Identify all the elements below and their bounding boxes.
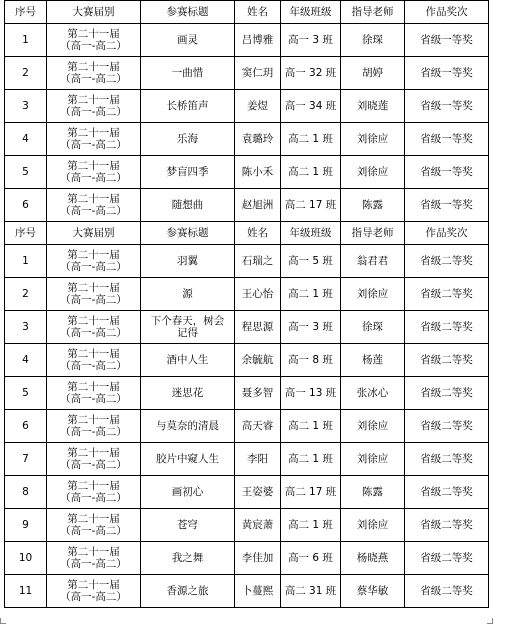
cell-number: 4: [5, 344, 47, 377]
cell-award: 省级二等奖: [405, 575, 489, 608]
table-header-row: [5, 1, 489, 24]
session-grades: （高一-高二）: [60, 360, 127, 372]
cell-teacher: 杨莲: [341, 344, 405, 377]
cell-award: 省级一等奖: [405, 90, 489, 123]
cell-title: [141, 278, 235, 311]
cell-award: 省级二等奖: [405, 542, 489, 575]
table-row: [5, 90, 489, 123]
cell-title: [141, 575, 235, 608]
cell-name: 王姿婆: [235, 476, 281, 509]
table-header-row: [5, 222, 489, 245]
session-grades: （高一-高二）: [60, 139, 127, 151]
cell-session: [47, 156, 141, 189]
table-row: [5, 57, 489, 90]
cell-session: [47, 278, 141, 311]
cell-teacher: 刘徐应: [341, 278, 405, 311]
header-session: 大赛届别: [47, 222, 141, 245]
cell-number: 10: [5, 542, 47, 575]
cell-award: 省级一等奖: [405, 57, 489, 90]
title-line: 下个春天，树会: [150, 315, 225, 327]
cell-session: [47, 476, 141, 509]
page-corner-mark: [487, 618, 493, 624]
table-row: [5, 377, 489, 410]
cell-name: 王心怡: [235, 278, 281, 311]
title-line: 随想曲: [171, 199, 204, 211]
cell-title: [141, 156, 235, 189]
cell-award: 省级一等奖: [405, 24, 489, 57]
session-line: 第二十一届: [67, 414, 120, 426]
cell-award: 省级一等奖: [405, 189, 489, 222]
cell-name: 陈小禾: [235, 156, 281, 189]
session-line: 第二十一届: [67, 513, 120, 525]
cell-name: 程思源: [235, 311, 281, 344]
cell-name: 石瑞之: [235, 245, 281, 278]
cell-name: 聂多智: [235, 377, 281, 410]
title-line: 香源之旅: [166, 585, 209, 597]
table-row: [5, 311, 489, 344]
cell-teacher: 陈露: [341, 476, 405, 509]
header-session: 大赛届别: [47, 1, 141, 24]
cell-teacher: 胡婷: [341, 57, 405, 90]
title-line: 迷思花: [171, 387, 204, 399]
cell-session: [47, 443, 141, 476]
cell-teacher: 杨晓燕: [341, 542, 405, 575]
cell-name: 黄宸萧: [235, 509, 281, 542]
title-line: 记得: [177, 327, 198, 339]
cell-class: 高一 3 班: [281, 24, 341, 57]
cell-title: [141, 123, 235, 156]
cell-title: [141, 509, 235, 542]
cell-title: [141, 344, 235, 377]
session-grades: （高一-高二）: [60, 459, 127, 471]
cell-session: [47, 410, 141, 443]
title-line: 乐海: [177, 133, 198, 145]
cell-award: 省级二等奖: [405, 509, 489, 542]
cell-session: [47, 24, 141, 57]
table-row: [5, 542, 489, 575]
cell-award: 省级二等奖: [405, 443, 489, 476]
cell-name: 袁璐玲: [235, 123, 281, 156]
cell-teacher: 蔡华敏: [341, 575, 405, 608]
cell-number: 9: [5, 509, 47, 542]
cell-teacher: 陈露: [341, 189, 405, 222]
header-title: 参赛标题: [141, 222, 235, 245]
cell-award: 省级二等奖: [405, 278, 489, 311]
cell-teacher: 徐琛: [341, 24, 405, 57]
cell-teacher: 张冰心: [341, 377, 405, 410]
cell-class: 高一 8 班: [281, 344, 341, 377]
cell-class: 高一 32 班: [281, 57, 341, 90]
table-row: [5, 278, 489, 311]
cell-session: [47, 509, 141, 542]
cell-teacher: 刘徐应: [341, 410, 405, 443]
cell-award: 省级二等奖: [405, 410, 489, 443]
title-line: 源: [182, 288, 193, 300]
session-grades: （高一-高二）: [60, 172, 127, 184]
cell-name: 卜蔓熙: [235, 575, 281, 608]
table-row: [5, 123, 489, 156]
session-line: 第二十一届: [67, 127, 120, 139]
session-line: 第二十一届: [67, 282, 120, 294]
cell-class: 高一 34 班: [281, 90, 341, 123]
session-line: 第二十一届: [67, 546, 120, 558]
cell-title: [141, 24, 235, 57]
table-row: [5, 509, 489, 542]
cell-number: 7: [5, 443, 47, 476]
awards-table: [4, 0, 489, 608]
cell-class: 高二 1 班: [281, 509, 341, 542]
cell-name: 李阳: [235, 443, 281, 476]
cell-number: 2: [5, 278, 47, 311]
page-corner-mark: [0, 618, 6, 624]
cell-number: 2: [5, 57, 47, 90]
header-title: 参赛标题: [141, 1, 235, 24]
session-line: 第二十一届: [67, 447, 120, 459]
title-line: 与莫奈的清晨: [156, 420, 219, 432]
cell-number: 5: [5, 156, 47, 189]
title-line: 胶片中窥人生: [156, 453, 219, 465]
table-row: [5, 344, 489, 377]
cell-class: 高二 17 班: [281, 476, 341, 509]
cell-award: 省级二等奖: [405, 377, 489, 410]
title-line: 梦盲四季: [166, 166, 209, 178]
cell-award: 省级一等奖: [405, 156, 489, 189]
table-row: [5, 443, 489, 476]
cell-number: 5: [5, 377, 47, 410]
cell-award: 省级一等奖: [405, 123, 489, 156]
title-line: 酒中人生: [166, 354, 209, 366]
title-line: 羽翼: [177, 255, 198, 267]
cell-class: 高一 6 班: [281, 542, 341, 575]
cell-name: 高天睿: [235, 410, 281, 443]
cell-teacher: 翁君君: [341, 245, 405, 278]
cell-class: 高二 1 班: [281, 410, 341, 443]
cell-name: 赵旭洲: [235, 189, 281, 222]
session-line: 第二十一届: [67, 61, 120, 73]
session-grades: （高一-高二）: [60, 393, 127, 405]
cell-award: 省级二等奖: [405, 344, 489, 377]
title-line: 一曲惜: [171, 67, 204, 79]
cell-session: [47, 123, 141, 156]
cell-class: 高一 13 班: [281, 377, 341, 410]
cell-teacher: 刘徐应: [341, 156, 405, 189]
session-grades: （高一-高二）: [60, 294, 127, 306]
header-award: 作品奖次: [405, 222, 489, 245]
cell-session: [47, 344, 141, 377]
cell-title: [141, 189, 235, 222]
session-grades: （高一-高二）: [60, 106, 127, 118]
cell-class: 高一 5 班: [281, 245, 341, 278]
header-teacher: 指导老师: [341, 222, 405, 245]
cell-session: [47, 90, 141, 123]
session-grades: （高一-高二）: [60, 205, 127, 217]
cell-number: 1: [5, 24, 47, 57]
session-grades: （高一-高二）: [60, 591, 127, 603]
header-number: 序号: [5, 1, 47, 24]
cell-title: [141, 245, 235, 278]
header-teacher: 指导老师: [341, 1, 405, 24]
cell-name: 窦仁玥: [235, 57, 281, 90]
cell-title: [141, 542, 235, 575]
cell-award: 省级二等奖: [405, 311, 489, 344]
session-line: 第二十一届: [67, 160, 120, 172]
session-line: 第二十一届: [67, 249, 120, 261]
session-grades: （高一-高二）: [60, 40, 127, 52]
cell-title: [141, 443, 235, 476]
table-row: [5, 476, 489, 509]
cell-session: [47, 57, 141, 90]
cell-name: 李佳加: [235, 542, 281, 575]
session-line: 第二十一届: [67, 94, 120, 106]
session-grades: （高一-高二）: [60, 426, 127, 438]
cell-number: 6: [5, 189, 47, 222]
cell-number: 1: [5, 245, 47, 278]
header-name: 姓名: [235, 1, 281, 24]
header-class: 年级班级: [281, 1, 341, 24]
session-line: 第二十一届: [67, 348, 120, 360]
cell-teacher: 刘徐应: [341, 123, 405, 156]
title-line: 画灵: [177, 34, 198, 46]
cell-class: 高二 1 班: [281, 156, 341, 189]
session-grades: （高一-高二）: [60, 73, 127, 85]
cell-teacher: 徐琛: [341, 311, 405, 344]
cell-title: [141, 57, 235, 90]
session-grades: （高一-高二）: [60, 492, 127, 504]
table-row: [5, 156, 489, 189]
cell-class: 高一 3 班: [281, 311, 341, 344]
table-row: [5, 410, 489, 443]
cell-session: [47, 377, 141, 410]
session-line: 第二十一届: [67, 579, 120, 591]
cell-class: 高二 1 班: [281, 278, 341, 311]
session-line: 第二十一届: [67, 193, 120, 205]
cell-title: [141, 90, 235, 123]
cell-number: 11: [5, 575, 47, 608]
awards-table-body: [5, 1, 489, 608]
header-award: 作品奖次: [405, 1, 489, 24]
header-number: 序号: [5, 222, 47, 245]
cell-number: 8: [5, 476, 47, 509]
cell-session: [47, 542, 141, 575]
cell-number: 3: [5, 90, 47, 123]
cell-title: [141, 377, 235, 410]
session-grades: （高一-高二）: [60, 525, 127, 537]
title-line: 长桥笛声: [166, 100, 209, 112]
title-line: 苍穹: [177, 519, 198, 531]
cell-title: [141, 311, 235, 344]
cell-name: 吕博雅: [235, 24, 281, 57]
title-line: 我之舞: [171, 552, 204, 564]
cell-award: 省级二等奖: [405, 245, 489, 278]
table-row: [5, 24, 489, 57]
cell-class: 高二 1 班: [281, 443, 341, 476]
cell-class: 高二 31 班: [281, 575, 341, 608]
session-line: 第二十一届: [67, 381, 120, 393]
cell-number: 3: [5, 311, 47, 344]
session-grades: （高一-高二）: [60, 261, 127, 273]
header-name: 姓名: [235, 222, 281, 245]
session-grades: （高一-高二）: [60, 327, 127, 339]
cell-teacher: 刘晓莲: [341, 90, 405, 123]
cell-teacher: 刘徐应: [341, 509, 405, 542]
title-line: 画初心: [171, 486, 204, 498]
cell-session: [47, 311, 141, 344]
cell-class: 高二 17 班: [281, 189, 341, 222]
table-row: [5, 189, 489, 222]
session-line: 第二十一届: [67, 480, 120, 492]
session-line: 第二十一届: [67, 28, 120, 40]
cell-session: [47, 189, 141, 222]
session-line: 第二十一届: [67, 315, 120, 327]
cell-award: 省级二等奖: [405, 476, 489, 509]
cell-class: 高二 1 班: [281, 123, 341, 156]
cell-name: 余毓航: [235, 344, 281, 377]
session-grades: （高一-高二）: [60, 558, 127, 570]
cell-session: [47, 245, 141, 278]
cell-name: 姜煜: [235, 90, 281, 123]
cell-session: [47, 575, 141, 608]
header-class: 年级班级: [281, 222, 341, 245]
cell-title: [141, 476, 235, 509]
table-row: [5, 245, 489, 278]
cell-number: 6: [5, 410, 47, 443]
table-row: [5, 575, 489, 608]
cell-teacher: 刘徐应: [341, 443, 405, 476]
cell-number: 4: [5, 123, 47, 156]
cell-title: [141, 410, 235, 443]
